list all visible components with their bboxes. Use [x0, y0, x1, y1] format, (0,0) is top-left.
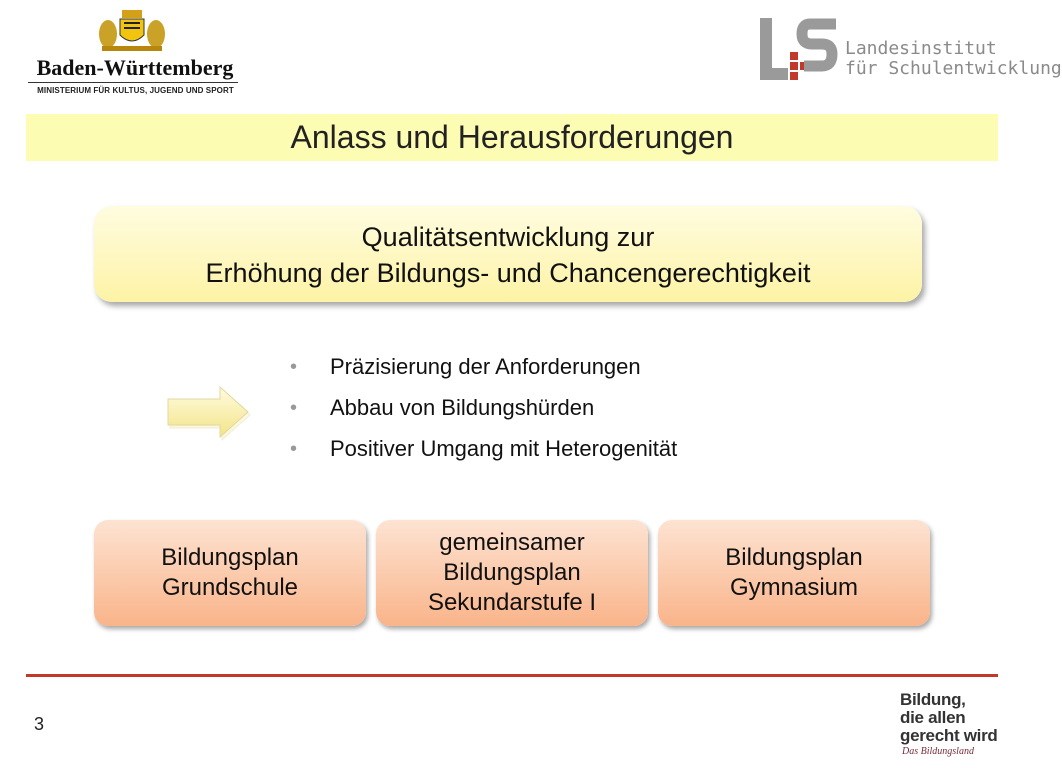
- box-sekundarstufe: [376, 520, 648, 626]
- box-line: Bildungsplan: [725, 544, 863, 571]
- box-line: Bildungsplan: [443, 559, 581, 586]
- box-line: Bildungsplan: [161, 544, 299, 571]
- footer-divider: [26, 674, 998, 677]
- box-grundschule: [94, 520, 366, 626]
- slogan-sub: Das Bildungsland: [902, 746, 974, 757]
- bullet-text: Positiver Umgang mit Heterogenität: [330, 436, 678, 461]
- bw-ministry: MINISTERIUM FÜR KULTUS, JUGEND UND SPORT: [37, 86, 234, 95]
- slogan-line1: Bildung,: [900, 690, 966, 709]
- slogan-line3: gerecht wird: [900, 726, 998, 745]
- bullet-text: Präzisierung der Anforderungen: [330, 354, 641, 379]
- bw-divider: [28, 82, 238, 83]
- ls-name-line1: Landesinstitut: [845, 38, 997, 59]
- ls-logo-icon: [760, 18, 838, 84]
- box-gymnasium: [658, 520, 930, 626]
- main-statement-line2: Erhöhung der Bildungs- und Chancengerechtigkeit: [205, 258, 811, 288]
- bullet-text: Abbau von Bildungshürden: [330, 395, 595, 420]
- ls-name-line2: für Schulentwicklung: [845, 58, 1062, 79]
- slogan-line2: die allen: [900, 708, 966, 727]
- box-line: gemeinsamer: [439, 529, 585, 556]
- bullet-item: • Präzisierung der Anforderungen: [290, 354, 641, 379]
- page-number: 3: [34, 714, 45, 734]
- box-line: Sekundarstufe I: [427, 589, 597, 616]
- main-statement-line1: Qualitätsentwicklung zur: [361, 222, 655, 252]
- bullet-item: • Positiver Umgang mit Heterogenität: [290, 436, 678, 461]
- box-line: Grundschule: [161, 574, 299, 601]
- slide-title: Anlass und Herausforderungen: [290, 119, 734, 155]
- box-line: Gymnasium: [729, 574, 859, 601]
- bullet-item: • Abbau von Bildungshürden: [290, 395, 595, 420]
- right-arrow-icon: [162, 383, 254, 441]
- coat-of-arms-icon: [96, 10, 168, 52]
- bw-name: Baden-Württemberg: [36, 55, 234, 80]
- bullet-list: [290, 350, 677, 473]
